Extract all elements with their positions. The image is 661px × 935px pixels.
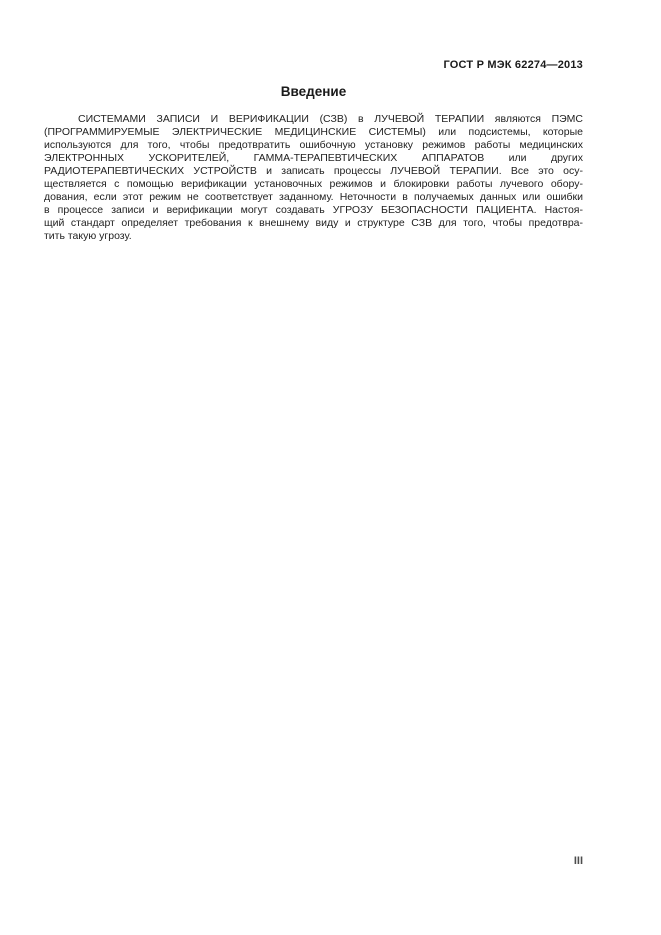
introduction-paragraph bbox=[44, 113, 583, 243]
paragraph-line: ществляется с помощью верификации установочных режимов и блокировки работы лучевого обору- bbox=[44, 178, 583, 190]
document-code: ГОСТ Р МЭК 62274—2013 bbox=[443, 59, 583, 71]
paragraph-line: в процессе записи и верификации могут создавать УГРОЗУ БЕЗОПАСНОСТИ ПАЦИЕНТА. Настоя- bbox=[44, 204, 583, 216]
paragraph-line: щий стандарт определяет требования к внешнему виду и структуре СЗВ для того, чтобы предотвра- bbox=[44, 217, 583, 229]
paragraph-line: тить такую угрозу. bbox=[44, 230, 132, 242]
paragraph-line: ЭЛЕКТРОННЫХ УСКОРИТЕЛЕЙ, ГАММА-ТЕРАПЕВТИЧЕСКИХ АППАРАТОВ или других bbox=[44, 152, 583, 164]
section-title: Введение bbox=[280, 84, 347, 99]
page-number: III bbox=[573, 855, 583, 867]
paragraph-line: (ПРОГРАММИРУЕМЫЕ ЭЛЕКТРИЧЕСКИЕ МЕДИЦИНСКИЕ СИСТЕМЫ) или подсистемы, которые bbox=[44, 126, 583, 138]
paragraph-line: СИСТЕМАМИ ЗАПИСИ И ВЕРИФИКАЦИИ (СЗВ) в ЛУЧЕВОЙ ТЕРАПИИ являются ПЭМС bbox=[78, 113, 583, 125]
paragraph-line: дования, если этот режим не соответствует заданному. Неточности в получаемых данных или ошибки bbox=[44, 191, 583, 203]
paragraph-line: используются для того, чтобы предотвратить ошибочную установку режимов работы медицинских bbox=[44, 139, 583, 151]
paragraph-line: РАДИОТЕРАПЕВТИЧЕСКИХ УСТРОЙСТВ и записать процессы ЛУЧЕВОЙ ТЕРАПИИ. Все это осу- bbox=[44, 165, 583, 177]
